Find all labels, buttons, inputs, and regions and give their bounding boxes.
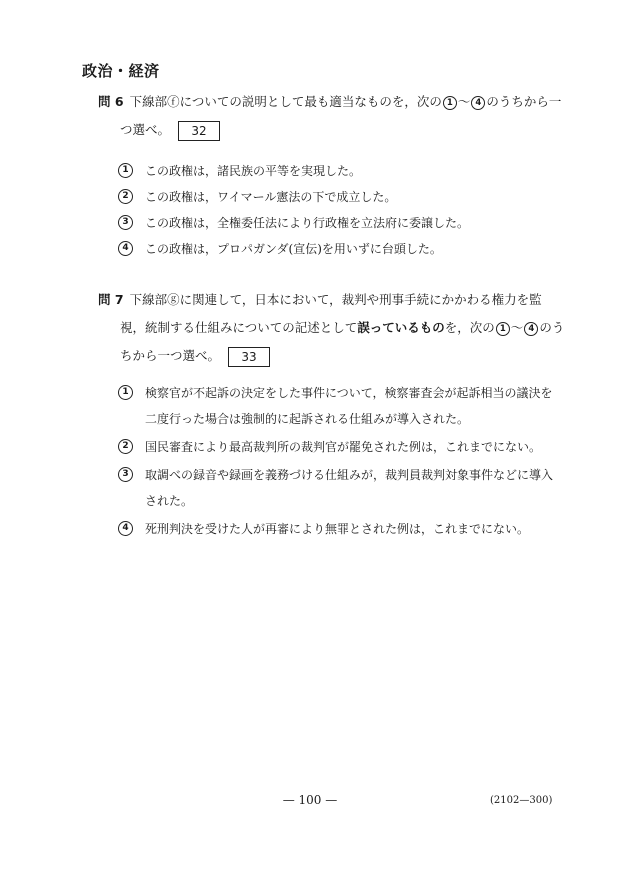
question-7-text-b: 視，統制する仕組みについての記述として [120,320,358,335]
option-number-icon: 3 [118,467,133,482]
page-number: — 100 — [282,793,338,807]
question-7-text-a: 下線部ⓖに関連して，日本において，裁判や刑事手続にかかわる権力を監 [129,292,542,307]
option-number-icon: 2 [118,439,133,454]
question-7-line-2 [98,314,565,342]
circled-number-end: 4 [524,322,538,336]
question-6-number: 問 6 [98,94,124,109]
section-title: 政治・経済 [82,62,160,80]
question-7 [98,286,565,370]
option-text: この政権は，全権委任法により行政権を立法府に委譲した。 [145,216,470,230]
option-text: 検察官が不起訴の決定をした事件について，検察審査会が起訴相当の議決を二度行った場合は強制的に起訴される仕組みが導入された。 [145,386,553,426]
option-item [118,184,558,210]
question-7-options [118,380,558,544]
question-7-text-e: ちから一つ選べ。 [120,348,221,363]
answer-box-32: 32 [178,121,220,141]
option-number-icon: 4 [118,241,133,256]
question-7-text-d: のう [539,320,565,335]
question-6-text-a: 下線部ⓕについての説明として最も適当なものを，次の [129,94,442,109]
option-item [118,210,558,236]
option-text: この政権は，プロパガンダ(宣伝)を用いずに台頭した。 [145,242,442,256]
option-number-icon: 3 [118,215,133,230]
question-6-text-c: つ選べ。 [120,122,171,137]
range-tilde: ～ [510,320,524,335]
option-number-icon: 1 [118,385,133,400]
option-number-icon: 1 [118,163,133,178]
option-item [118,236,558,262]
circled-number-start: 1 [443,96,457,110]
answer-box-33: 33 [228,347,270,367]
question-6-text-b: のうちから一 [486,94,562,109]
question-6-line-2 [98,116,558,144]
circled-number-start: 1 [496,322,510,336]
option-text: この政権は，ワイマール憲法の下で成立した。 [145,190,397,204]
option-text: この政権は，諸民族の平等を実現した。 [145,164,362,178]
question-6 [98,88,562,144]
question-7-text-c: を，次の [444,320,495,335]
option-item [118,434,558,460]
question-6-options [118,158,558,262]
option-text: 取調べの録音や録画を義務づける仕組みが，裁判員裁判対象事件などに導入された。 [145,468,554,508]
option-number-icon: 2 [118,189,133,204]
option-number-icon: 4 [118,521,133,536]
option-item [118,516,558,542]
question-6-line-1 [98,88,562,116]
range-tilde: ～ [457,94,471,109]
circled-number-end: 4 [471,96,485,110]
option-text: 死刑判決を受けた人が再審により無罪とされた例は，これまでにない。 [145,522,530,536]
question-7-line-3 [98,342,558,370]
question-7-line-1 [98,286,558,314]
question-7-number: 問 7 [98,292,124,307]
option-item [118,158,558,184]
option-item [118,380,558,432]
option-text: 国民審査により最高裁判所の裁判官が罷免された例は，これまでにない。 [145,440,542,454]
exam-code: (2102—300) [490,795,553,806]
option-item [118,462,558,514]
question-7-emphasis: 誤っているもの [357,320,445,335]
